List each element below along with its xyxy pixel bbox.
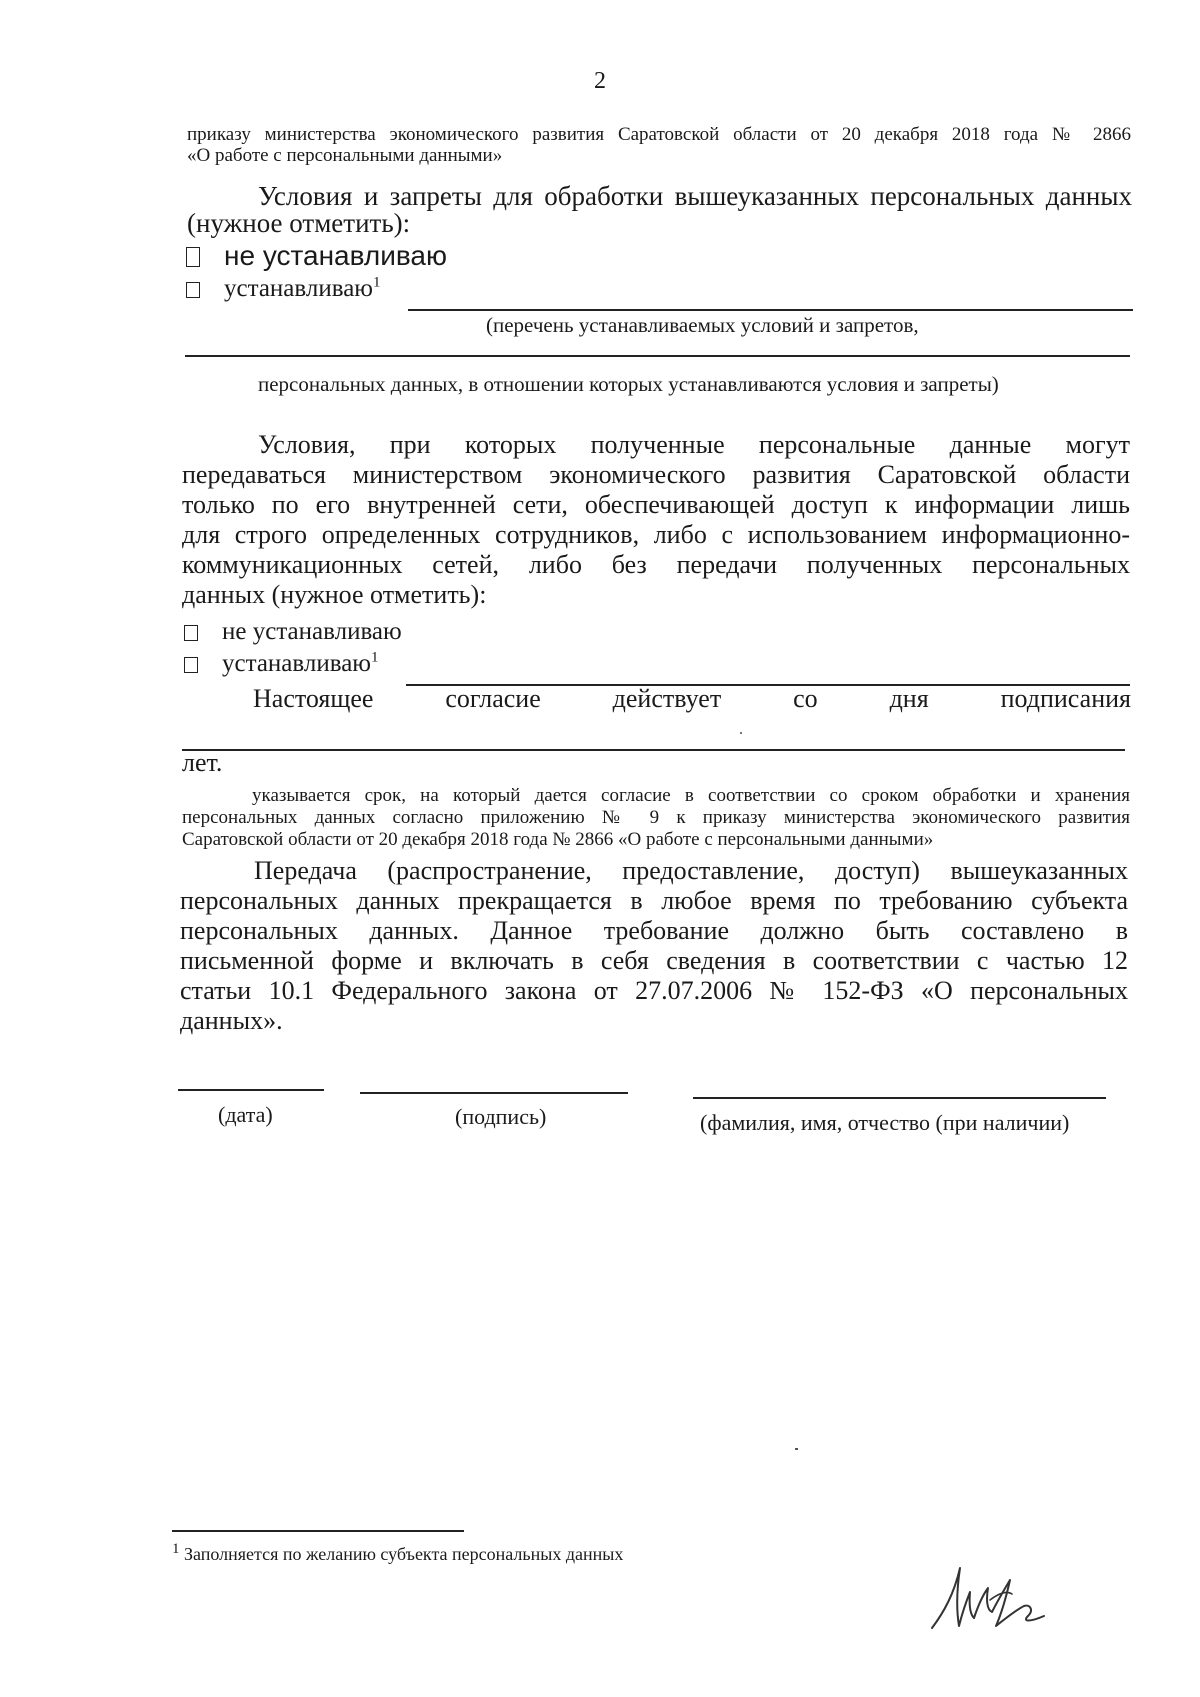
footnote-mark: 1 [370, 649, 379, 666]
option-label: устанавливаю$^1$ [222, 649, 379, 677]
reference-line-2: «О работе с персональными данными» [187, 145, 503, 166]
signature-caption: (подпись) [455, 1104, 547, 1129]
consent-years: лет. [182, 748, 223, 777]
section1-heading-line2: (нужное отметить): [187, 208, 411, 238]
section1-option-not-set[interactable] [186, 240, 447, 272]
option-label: не устанавливаю [222, 618, 402, 645]
handwritten-signature [926, 1560, 1076, 1650]
checkbox-not-set[interactable] [184, 625, 198, 641]
footnote-mark: 1 [172, 1541, 180, 1557]
speck [740, 732, 742, 734]
speck [795, 1448, 798, 1450]
section1-option-set[interactable] [186, 275, 380, 303]
fill-line[interactable] [185, 355, 1130, 357]
section2-paragraph: Условия, при которых полученные персональные данные могут передаваться министерством экономического развития Саратовской области только по его внутренней сети, обеспечивающей доступ к информации лишь для строго определенных сотрудников, либо с использованием информационно- коммуникационных сетей, либо без передачи полученных персональных данных (нужное отметить): [182, 430, 1130, 609]
footnote-separator [172, 1530, 464, 1532]
caption-personal-data: персональных данных, в отношении которых устанавливаются условия и запреты) [258, 372, 999, 396]
full-name-caption: (фамилия, имя, отчество (при наличии) [700, 1110, 1070, 1135]
consent-term-note: указывается срок, на который дается согласие в соответствии со сроком обработки и хранения персональных данных согласно приложению № 9 к приказу министерства экономического развития Саратовской области от 20 декабря 2018 года № 2866 «О работе с персональными данными» [182, 785, 1130, 850]
page-number: 2 [594, 68, 606, 94]
option-label: не устанавливаю [224, 240, 447, 271]
reference-line-1: приказу министерства экономического развития Саратовской области от 20 декабря 2018 года № 2866 [187, 124, 1131, 145]
section2-option-not-set[interactable] [184, 618, 402, 646]
checkbox-not-set[interactable] [186, 247, 200, 267]
checkbox-set[interactable] [186, 282, 200, 298]
date-line[interactable] [178, 1089, 324, 1091]
section1-heading-line1: Условия и запреты для обработки вышеуказанных персональных данных [258, 181, 1132, 211]
footnote-mark: 1 [372, 274, 381, 291]
footnote: $^1$ Заполняется по желанию субъекта персональных данных [172, 1541, 624, 1564]
option-label: устанавливаю$^1$ [224, 274, 381, 302]
consent-line: Настоящее согласие действует со дня подписания [253, 684, 1131, 713]
caption-conditions: (перечень устанавливаемых условий и запретов, [486, 313, 919, 337]
date-caption: (дата) [218, 1102, 273, 1127]
checkbox-set[interactable] [184, 657, 198, 673]
transfer-paragraph: Передача (распространение, предоставление, доступ) вышеуказанных персональных данных прекращается в любое время по требованию субъекта персональных данных. Данное требование должно быть составлено в письменной форме и включать в себя сведения в соответствии с частью 12 статьи 10.1 Федерального закона от 27.07.2006 № 152-ФЗ «О персональных данных». [180, 856, 1128, 1035]
full-name-line[interactable] [693, 1097, 1106, 1099]
fill-line[interactable] [182, 749, 1125, 751]
signature-line[interactable] [360, 1092, 628, 1094]
section2-option-set[interactable] [184, 650, 378, 678]
fill-line[interactable] [408, 309, 1133, 311]
